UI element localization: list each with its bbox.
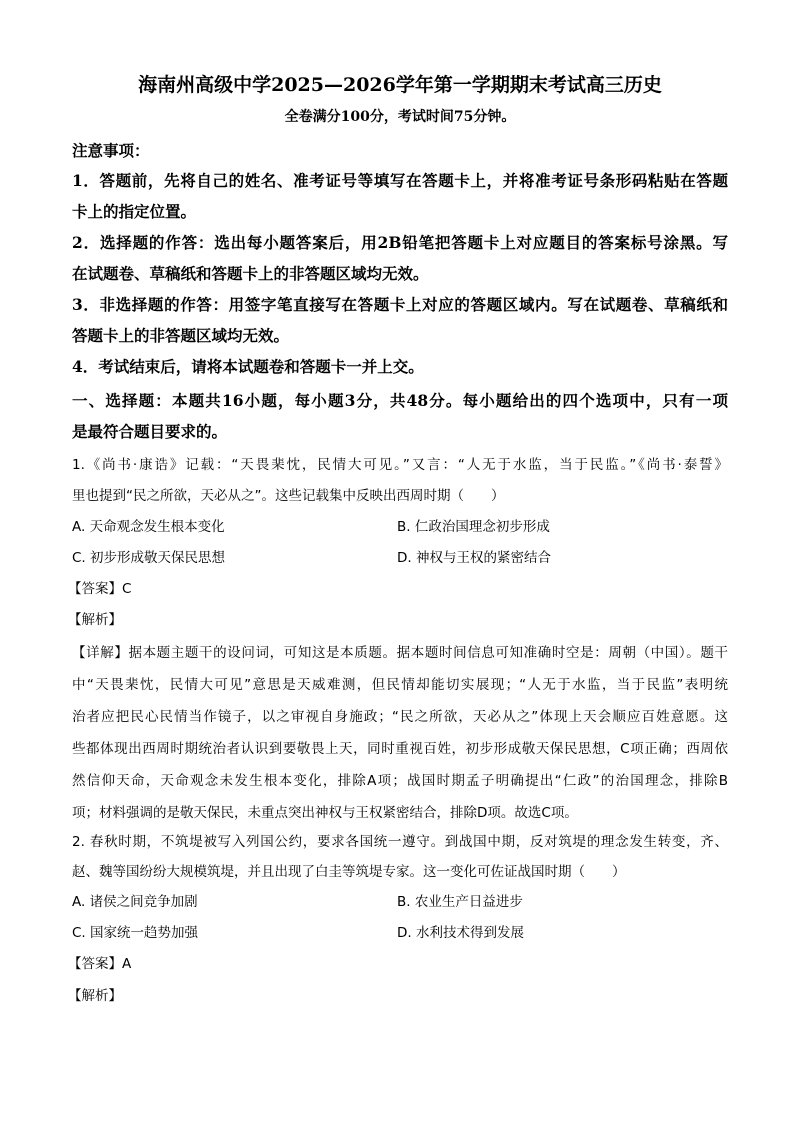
q1-answer: 【答案】C [68, 581, 132, 597]
q2-stem: 赵、魏等国纷纷大规模筑堤，并且出现了白圭等筑堤专家。这一变化可佐证战国时期（ ） [72, 864, 626, 880]
notice-heading: 注意事项： [72, 141, 150, 160]
notice-line: 1．答题前，先将自己的姓名、准考证号等填写在答题卡上，并将准考证号条形码粘贴在答题 [72, 171, 728, 190]
exam-subtitle: 全卷满分100分，考试时间75分钟。 [284, 109, 516, 125]
q2-option-d: D. 水利技术得到发展 [397, 925, 524, 941]
q1-detail: 然信仰天命，天命观念未发生根本变化，排除A项；战国时期孟子明确提出“仁政”的治国理念，排除B [72, 773, 728, 789]
section-heading: 是最符合题目要求的。 [72, 422, 228, 441]
q1-detail: 些都体现出西周时期统治者认识到要敬畏上天，同时重视百姓，初步形成敬天保民思想，C项正确；西周依 [72, 741, 728, 757]
notice-line: 3．非选择题的作答：用签字笔直接写在答题卡上对应的答题区域内。写在试题卷、草稿纸和 [72, 295, 728, 314]
q1-detail: 治者应把民心民情当作镜子，以之审视自身施政；“民之所欲，天必从之”体现上天会顺应百姓意愿。这 [72, 709, 728, 725]
exam-title: 海南州高级中学2025—2026学年第一学期期末考试高三历史 [138, 74, 662, 96]
q2-option-a: A. 诸侯之间竞争加剧 [72, 894, 198, 910]
notice-line: 4．考试结束后，请将本试题卷和答题卡一并上交。 [72, 357, 424, 376]
q2-stem: 2. 春秋时期，不筑堤被写入列国公约，要求各国统一遵守。到战国中期，反对筑堤的理念发生转变，齐、 [72, 834, 728, 850]
q2-option-c: C. 国家统一趋势加强 [72, 925, 199, 941]
q1-option-b: B. 仁政治国理念初步形成 [397, 519, 550, 535]
q1-option-a: A. 天命观念发生根本变化 [72, 519, 225, 535]
notice-line: 在试题卷、草稿纸和答题卡上的非答题区域均无效。 [72, 264, 429, 283]
notice-line: 卡上的指定位置。 [72, 202, 197, 221]
q2-analysis: 【解析】 [68, 988, 122, 1004]
q1-analysis: 【解析】 [68, 612, 122, 628]
q1-stem: 里也提到“民之所欲，天必从之”。这些记载集中反映出西周时期（ ） [72, 488, 505, 504]
q1-detail: 中“天畏棐忱，民情大可见”意思是天威难测，但民情却能切实展现；“人无于水监，当于民监”表明统 [72, 677, 728, 693]
notice-line: 答题卡上的非答题区域均无效。 [72, 326, 290, 345]
q1-option-d: D. 神权与王权的紧密结合 [397, 550, 551, 566]
section-heading: 一、选择题：本题共16小题，每小题3分，共48分。每小题给出的四个选项中，只有一项 [72, 391, 728, 410]
q2-answer: 【答案】A [68, 956, 132, 972]
q1-stem: 1.《尚书·康诰》记载：“天畏棐忱，民情大可见。”又言：“人无于水监，当于民监。”《尚书·泰誓》 [72, 457, 728, 473]
q1-option-c: C. 初步形成敬天保民思想 [72, 550, 226, 566]
notice-line: 2．选择题的作答：选出每小题答案后，用2B铅笔把答题卡上对应题目的答案标号涂黑。写 [72, 233, 728, 252]
q1-detail: 【详解】据本题主题干的设问词，可知这是本质题。据本题时间信息可知准确时空是：周朝（中国）。题干 [72, 645, 728, 661]
q2-option-b: B. 农业生产日益进步 [397, 894, 523, 910]
q1-detail: 项；材料强调的是敬天保民，未重点突出神权与王权紧密结合，排除D项。故选C项。 [72, 805, 578, 821]
